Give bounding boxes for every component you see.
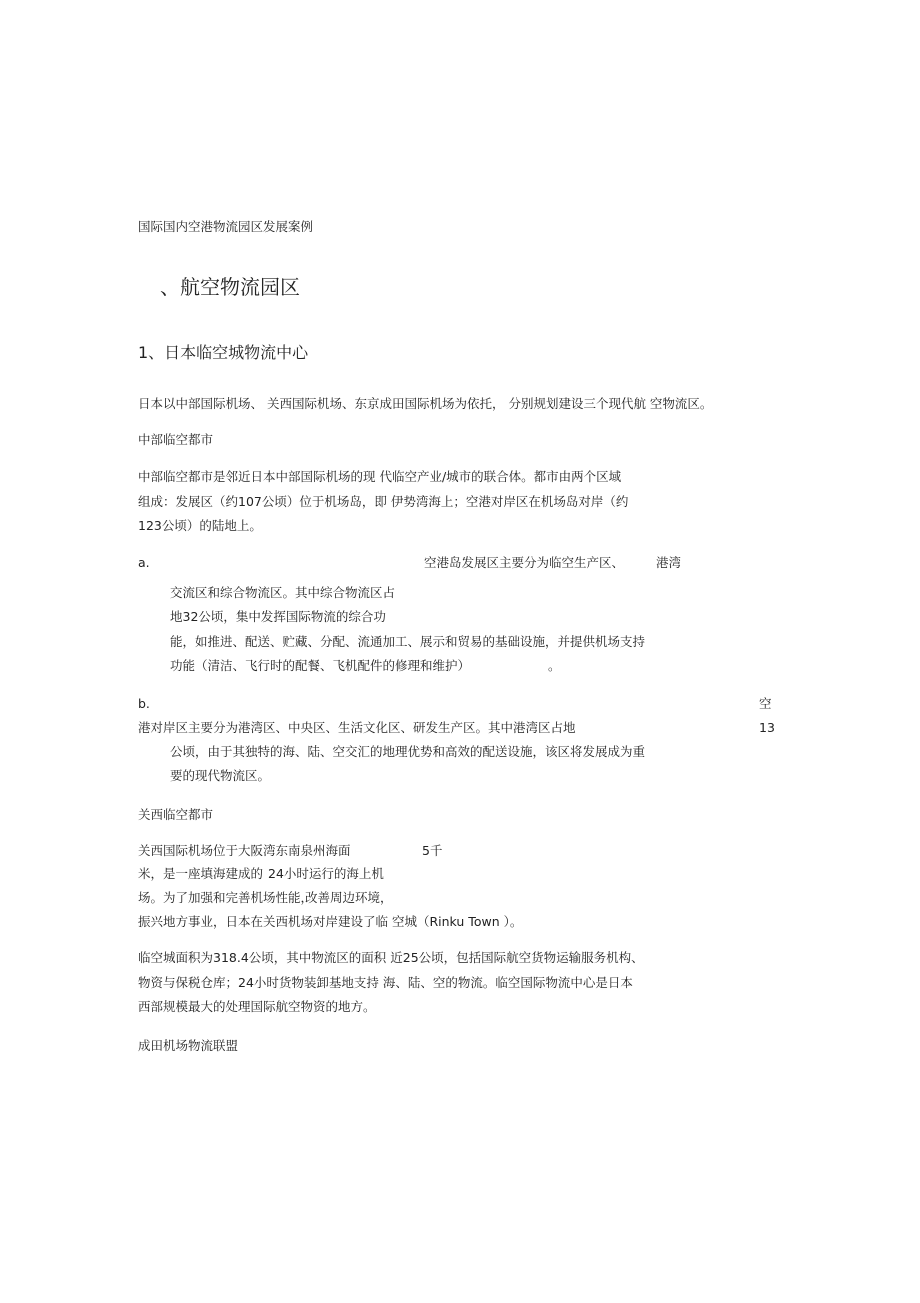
item-a-period: 。 [548,658,561,673]
item-b-text: 13 [759,720,775,735]
item-a-line: 功能（清洁、飞行时的配餐、飞机配件的修理和维护） [170,658,471,673]
chubu-line: 123公顷）的陆地上。 [138,518,262,533]
document-title: 国际国内空港物流园区发展案例 [138,219,314,234]
kansai-line: 物资与保税仓库；24小时货物装卸基地支持 海、陆、空的物流。临空国际物流中心是日本 [138,975,633,990]
narita-heading: 成田机场物流联盟 [138,1038,239,1053]
chubu-line: 组成：发展区（约107公顷）位于机场岛，即 伊势湾海上；空港对岸区在机场岛对岸（约 [138,494,629,509]
item-a-text: 港湾 [656,555,682,570]
item-a-line: 地32公顷，集中发挥国际物流的综合功 [170,609,386,624]
item-b-text: 空 [759,696,772,711]
kansai-line: 西部规模最大的处理国际航空物资的地方。 [138,999,376,1014]
item-a-marker: a. [138,555,150,570]
kansai-line: 改善周边环境， [305,890,393,905]
kansai-line: 振兴地方事业，日本在关西机场对岸建设了临 空城（Rinku Town ）。 [138,914,523,929]
section-title: 、航空物流园区 [160,275,300,299]
item-b-line: 公顷，由于其独特的海、陆、空交汇的地理优势和高效的配送设施，该区将发展成为重 [170,744,646,759]
kansai-line: 米，是一座填海建成的 [138,866,264,881]
item-a-line: 能，如推进、配送、贮藏、分配、流通加工、展示和贸易的基础设施，并提供机场支持 [170,634,646,649]
kansai-line: 场。为了加强和完善机场性能， [138,890,314,905]
item-a-line: 交流区和综合物流区。其中综合物流区占 [170,585,396,600]
item-b-line: 港对岸区主要分为港湾区、中央区、生活文化区、研发生产区。其中港湾区占地 [138,720,576,735]
kansai-line: 5千 [422,843,443,858]
item-b-marker: b. [138,696,150,711]
chubu-heading: 中部临空都市 [138,432,214,447]
chubu-line: 中部临空都市是邻近日本中部国际机场的现 代临空产业/城市的联合体。都市由两个区域 [138,469,622,484]
subsection-title: 1、日本临空城物流中心 [138,343,309,362]
item-a-text: 空港岛发展区主要分为临空生产区、 [424,555,625,570]
kansai-line: 关西国际机场位于大阪湾东南泉州海面 [138,843,351,858]
intro-paragraph: 日本以中部国际机场、 关西国际机场、东京成田国际机场为依托， 分别规划建设三个现代航 空物流区。 [138,396,713,411]
kansai-heading: 关西临空都市 [138,807,214,822]
item-b-line: 要的现代物流区。 [170,768,271,783]
kansai-line: 临空城面积为318.4公顷，其中物流区的面积 近25公顷，包括国际航空货物运输服务机构、 [138,950,644,965]
kansai-line: 24小时运行的海上机 [268,866,384,881]
